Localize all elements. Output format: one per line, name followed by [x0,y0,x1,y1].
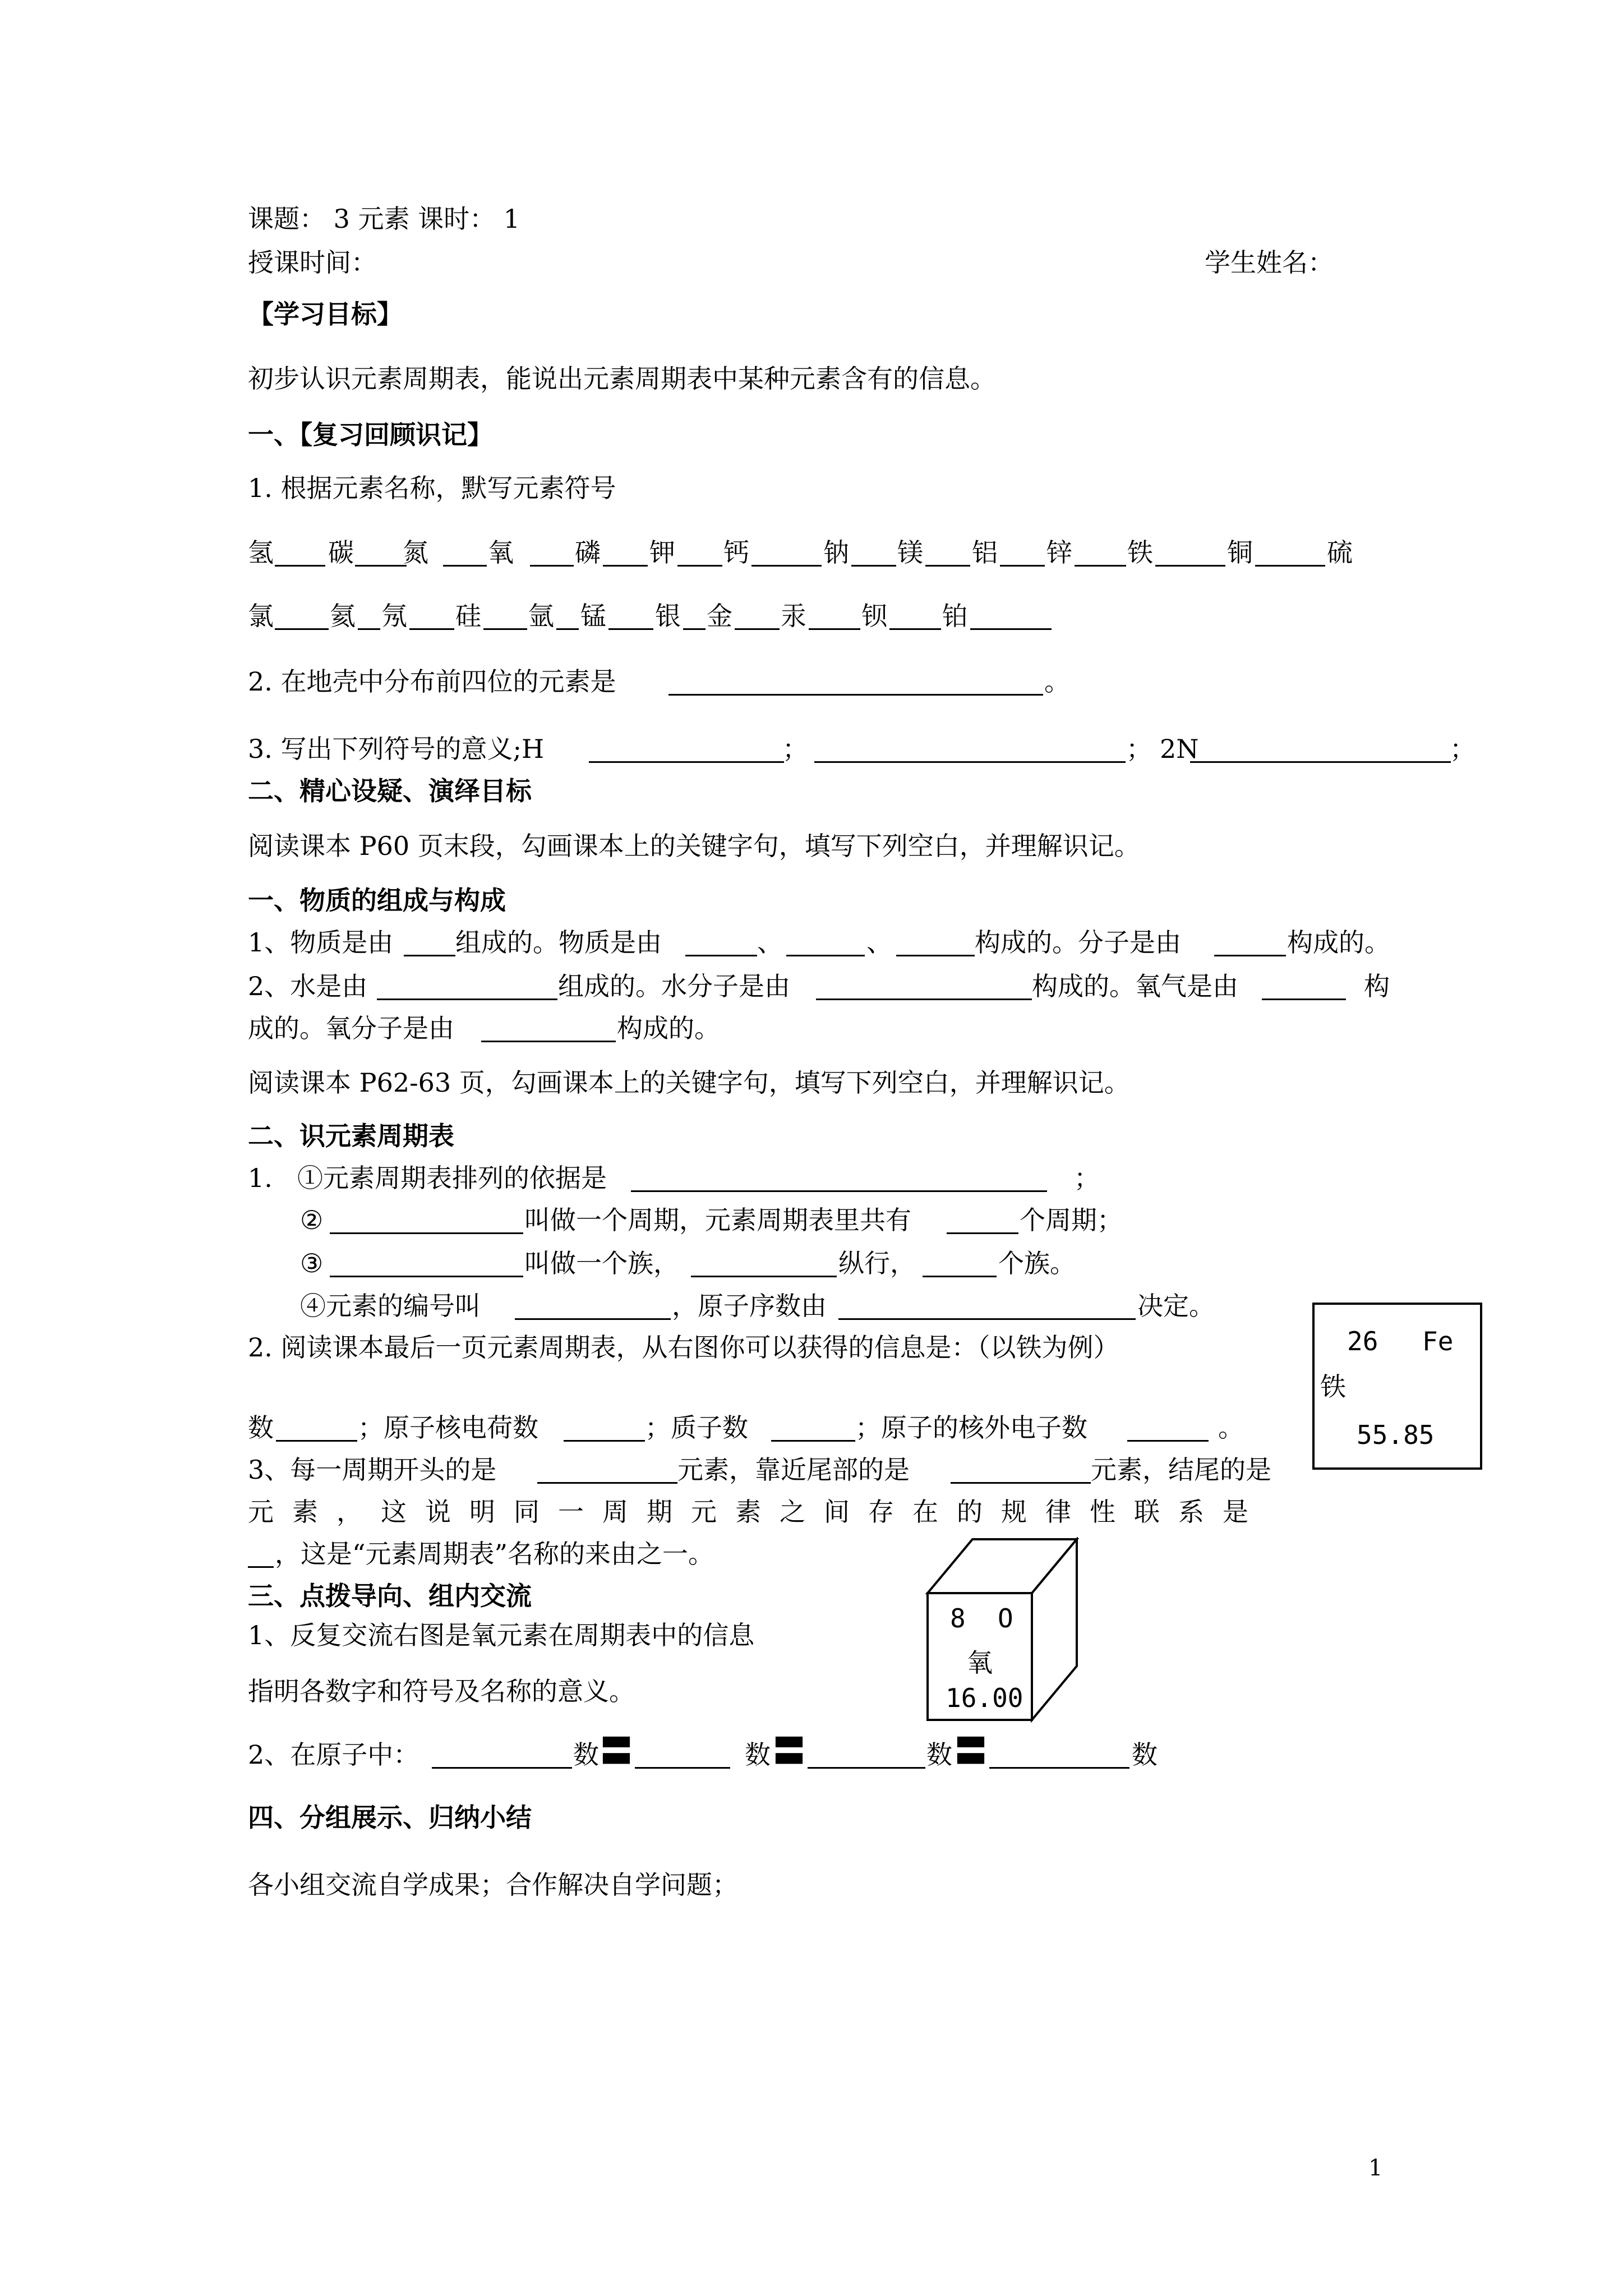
element-ar: 氩 [528,601,554,631]
element-al: 铝 [972,537,998,568]
blank[interactable] [951,1453,1091,1484]
blank[interactable] [808,1738,925,1769]
element-hg: 汞 [781,601,806,631]
blank[interactable] [330,1246,523,1277]
text: 构成的。 [617,1013,720,1043]
text: 3、每一周期开头的是 [248,1455,497,1485]
text: ①元素周期表排列的依据是 [297,1163,607,1193]
text: ，原子序数由 [672,1291,827,1321]
iron-element-card [1312,1303,1482,1470]
blank[interactable] [556,599,579,630]
blank[interactable] [816,969,1032,1000]
blank[interactable] [786,926,865,956]
text: 1、物质是由 [248,927,394,958]
text: 2、水是由 [248,971,368,1001]
blank[interactable] [851,536,896,567]
page-number: 1 [1368,2155,1383,2181]
blank[interactable] [691,1246,837,1277]
blank[interactable] [1214,926,1286,956]
blank[interactable] [771,1411,855,1442]
blank[interactable] [276,1411,357,1442]
blank[interactable] [896,926,975,956]
text: ；原子的核外电子数 [855,1412,1087,1443]
element-c: 碳 [328,537,354,568]
blank[interactable] [814,732,1126,763]
blank[interactable] [530,536,574,567]
element-ca: 钙 [723,537,749,568]
review-q2: 2. 在地壳中分布前四位的元素是 [248,666,616,697]
text: 成的。氧分子是由 [248,1013,454,1043]
element-h: 氢 [248,537,274,568]
text: 构成的。 [1287,927,1390,958]
text: ② [300,1205,324,1235]
text: 组成的。物质是由 [455,927,662,958]
blank[interactable] [685,926,757,956]
review-q1: 1. 根据元素名称，默写元素符号 [248,473,616,503]
equals-sign: 〓 [955,1732,988,1770]
text: ；原子核电荷数 [358,1412,538,1443]
sub2-heading: 二、识元素周期表 [248,1121,454,1151]
blank[interactable] [275,536,325,567]
text: 数 [248,1412,274,1443]
period: 。 [1044,666,1070,697]
element-ba: 钡 [861,601,887,631]
equals-sign: 〓 [773,1732,806,1770]
text: 组成的。水分子是由 [558,971,790,1001]
blank[interactable] [1190,732,1451,763]
blank[interactable] [631,1161,1047,1192]
text: 决定。 [1137,1291,1215,1321]
element-zn: 锌 [1046,537,1072,568]
blank[interactable] [358,599,380,630]
text: 、 [757,927,783,958]
blank[interactable] [330,1203,523,1234]
text: 1、反复交流右图是氧元素在周期表中的信息 [248,1620,755,1650]
blank[interactable] [751,536,822,567]
oxygen-atomic-number: 8 [950,1603,966,1634]
text: 指明各数字和符号及名称的意义。 [248,1676,635,1706]
text: 元素，靠近尾部的是 [677,1455,910,1485]
element-si: 硅 [455,601,481,631]
blank[interactable] [989,1738,1129,1769]
text: 纵行， [838,1248,916,1278]
text: ④元素的编号叫 [300,1291,481,1321]
blank[interactable] [683,599,706,630]
iron-name: 铁 [1320,1372,1346,1402]
text: 1. [248,1163,273,1193]
text: 数 [1132,1740,1158,1770]
element-p: 磷 [575,537,601,568]
blank[interactable] [603,536,648,567]
element-cl: 氯 [248,601,274,631]
blank[interactable] [970,599,1052,630]
element-ne: 氖 [381,601,407,631]
text: 个族。 [998,1248,1076,1278]
blank[interactable] [404,926,455,956]
text: 叫做一个周期，元素周期表里共有 [524,1205,911,1235]
blank[interactable] [481,1011,616,1042]
blank[interactable] [677,536,722,567]
sub1-heading: 一、物质的组成与构成 [248,885,506,915]
blank[interactable] [947,1203,1018,1234]
blank[interactable] [275,599,329,630]
blank[interactable] [923,1246,997,1277]
text: 、 [866,927,892,958]
iron-symbol: Fe [1422,1326,1454,1356]
blank[interactable] [483,599,527,630]
topic: 课题： 3 元素 课时： 1 [248,204,520,234]
text: ； [1074,1163,1100,1193]
review-q3: 3. 写出下列符号的意义;H [248,734,545,764]
blank[interactable] [377,969,557,1000]
text: 叫做一个族， [524,1248,679,1278]
semicolon: ； [1450,734,1476,764]
blank[interactable] [589,732,784,763]
text: 构成的。氧气是由 [1032,971,1238,1001]
text: 数 [573,1740,599,1770]
semicolon: ； [1126,734,1152,764]
text: 个周期； [1020,1205,1123,1235]
blank[interactable] [735,599,780,630]
element-au: 金 [707,601,732,631]
text: 构 [1364,971,1390,1001]
element-mg: 镁 [897,537,923,568]
text: ③ [300,1248,324,1278]
text: 构成的。分子是由 [975,927,1181,958]
text: 各小组交流自学成果；合作解决自学问题； [248,1870,738,1900]
blank[interactable] [1127,1411,1209,1442]
text: 数 [926,1740,952,1770]
read1: 阅读课本 P60 页末段，勾画课本上的关键字句，填写下列空白，并理解识记。 [248,831,1140,861]
section3-heading: 三、点拨导向、组内交流 [248,1581,532,1611]
blank[interactable] [1075,536,1126,567]
blank[interactable] [564,1411,645,1442]
blank[interactable] [355,536,407,567]
oxygen-symbol: O [998,1603,1013,1634]
blank[interactable] [1255,536,1325,567]
blank[interactable] [443,536,487,567]
blank[interactable] [635,1738,730,1769]
element-mn: 锰 [580,601,606,631]
symbol-2n: 2N [1160,734,1199,764]
blank[interactable] [1262,969,1346,1000]
element-k: 钾 [649,537,675,568]
oxygen-card-face [928,1593,1032,1720]
oxygen-name: 氧 [967,1648,993,1678]
blank[interactable] [248,1537,274,1568]
blank[interactable] [537,1453,677,1484]
iron-mass: 55.85 [1357,1420,1435,1450]
blank[interactable] [409,599,454,630]
read2: 阅读课本 P62-63 页，勾画课本上的关键字句，填写下列空白，并理解识记。 [248,1068,1130,1098]
blank[interactable] [608,599,653,630]
text: 。 [1218,1412,1244,1443]
text: 数 [745,1740,771,1770]
element-n: 氮 [403,537,428,568]
element-cu: 铜 [1227,537,1253,568]
element-o: 氧 [488,537,514,568]
blank[interactable] [515,1289,671,1320]
text: ，这是“元素周期表”名称的来由之一。 [275,1539,714,1569]
section4-heading: 四、分组展示、归纳小结 [248,1802,532,1833]
element-pt: 铂 [942,601,968,631]
blank[interactable] [668,665,1043,696]
element-he: 氦 [330,601,356,631]
semicolon: ； [782,734,808,764]
text: 元素，这说明同一周期元素之间存在的规律性联系是 [248,1497,1267,1527]
oxygen-mass: 16.00 [946,1683,1023,1713]
blank[interactable] [889,599,941,630]
time-label: 授课时间： [248,247,377,278]
text: ；质子数 [645,1412,748,1443]
text: 元素，结尾的是 [1091,1455,1271,1485]
review-heading: 一、【复习回顾识记】 [248,420,493,450]
element-ag: 银 [655,601,681,631]
text: 2. 阅读课本最后一页元素周期表，从右图你可以获得的信息是：（以铁为例） [248,1332,1119,1363]
goals-heading: 【学习目标】 [248,299,403,329]
blank[interactable] [925,536,970,567]
element-na: 钠 [823,537,849,568]
element-s: 硫 [1327,537,1353,568]
equals-sign: 〓 [600,1732,633,1770]
blank[interactable] [1000,536,1045,567]
blank[interactable] [432,1738,572,1769]
element-fe: 铁 [1127,537,1153,568]
iron-atomic-number: 26 [1347,1326,1378,1356]
blank[interactable] [1155,536,1225,567]
blank[interactable] [838,1289,1136,1320]
goals-text: 初步认识元素周期表，能说出元素周期表中某种元素含有的信息。 [248,364,996,394]
student-label: 学生姓名： [1205,247,1334,278]
blank[interactable] [809,599,860,630]
section2-heading: 二、精心设疑、演绎目标 [248,776,532,806]
text: 2、在原子中： [248,1740,419,1770]
